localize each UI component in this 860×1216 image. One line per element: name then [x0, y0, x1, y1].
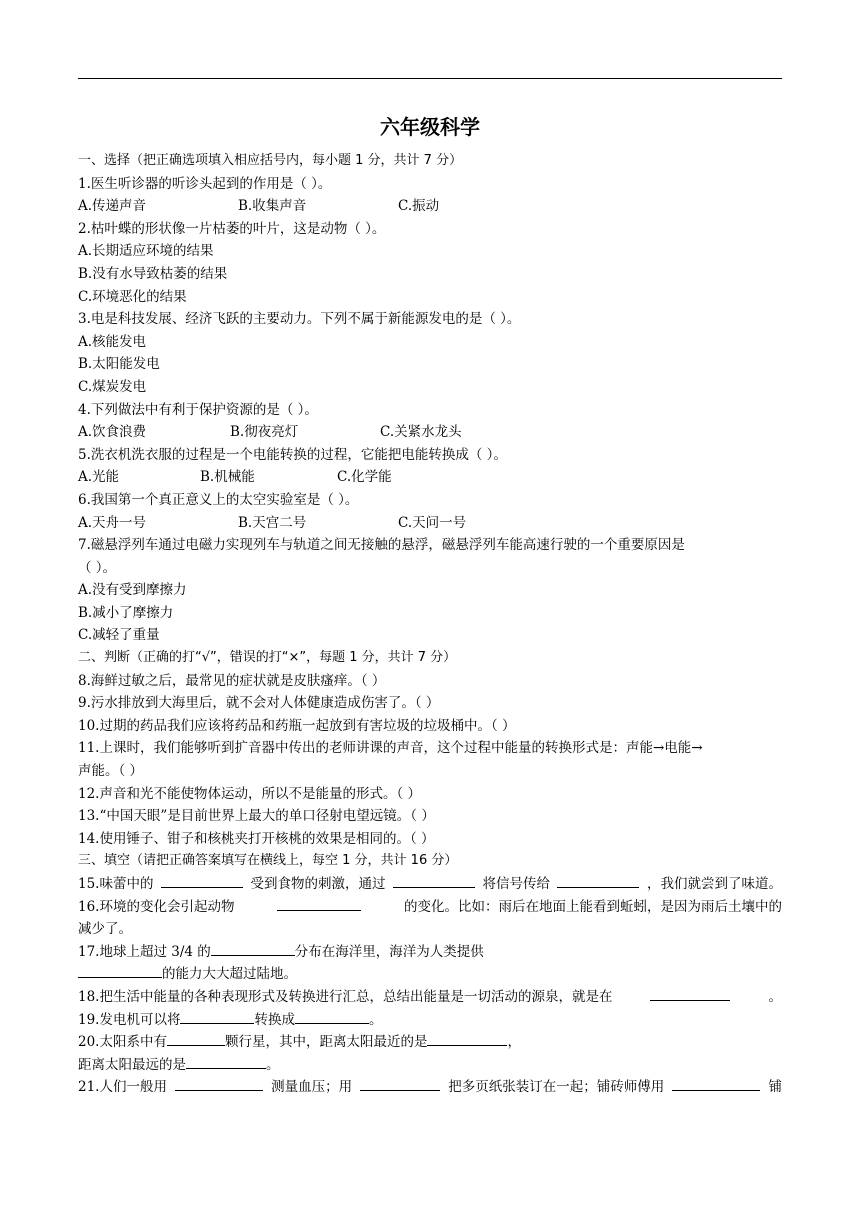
section-heading-choice: 一、选择（把正确选项填入相应括号内，每小题 1 分，共计 7 分）	[78, 153, 463, 168]
judge-item: 12.声音和光不能使物体运动，所以不是能量的形式。（ ）	[78, 785, 422, 802]
exam-page	[78, 112, 782, 1099]
header-rule	[78, 78, 782, 79]
fill-question-17-continued	[78, 963, 782, 986]
answer-blank[interactable]	[393, 873, 475, 888]
fill-text: 转换成	[254, 1011, 295, 1028]
fill-text: 距离太阳最远的是	[78, 1056, 186, 1073]
fill-question-21	[78, 1076, 782, 1099]
question-stem-continued: （ ）。	[78, 559, 117, 576]
option-c: C.关紧水龙头	[380, 424, 462, 441]
fill-text: 21.人们一般用	[78, 1079, 167, 1096]
option-b: B.彻夜亮灯	[230, 424, 299, 441]
option-c: C.振动	[398, 198, 440, 215]
fill-text: 20.太阳系中有	[78, 1034, 167, 1051]
question-stem: 4.下列做法中有利于保护资源的是（ ）。	[78, 401, 318, 418]
question-options	[78, 512, 782, 535]
answer-blank[interactable]	[360, 1076, 440, 1091]
section-heading-judge: 二、判断（正确的打“√”，错误的打“×”，每题 1 分，共计 7 分）	[78, 650, 457, 666]
question-stem: 2.枯叶蝶的形状像一片枯萎的叶片，这是动物（ ）。	[78, 220, 386, 237]
answer-blank[interactable]	[557, 873, 639, 888]
answer-blank[interactable]	[175, 1076, 263, 1091]
option-c: C.煤炭发电	[78, 378, 147, 395]
page-title: 六年级科学	[380, 115, 480, 139]
answer-blank[interactable]	[650, 986, 730, 1001]
answer-blank[interactable]	[277, 896, 361, 911]
question-stem: 7.磁悬浮列车通过电磁力实现列车与轨道之间无接触的悬浮，磁悬浮列车能高速行驶的一个重要原因是	[78, 537, 685, 554]
section-heading-fill: 三、填空（请把正确答案填写在横线上，每空 1 分，共计 16 分）	[78, 853, 458, 869]
option-c: C.减轻了重量	[78, 627, 160, 644]
fill-text: 受到食物的刺激，通过	[250, 876, 386, 892]
fill-text: ，	[507, 1034, 521, 1051]
answer-blank[interactable]	[167, 1031, 225, 1046]
judge-item: 13.“中国天眼”是目前世界上最大的单口径射电望远镜。（ ）	[78, 808, 435, 825]
answer-blank[interactable]	[672, 1076, 760, 1091]
fill-text: 15.味蕾中的	[78, 876, 154, 892]
fill-text: 的变化。比如：雨后在地面上能看到蚯蚓，是因为雨后土壤中的	[403, 898, 782, 915]
fill-text: 。	[768, 988, 782, 1005]
option-a: A.光能	[78, 469, 120, 486]
question-options	[78, 421, 782, 444]
fill-text: 将信号传给	[482, 876, 550, 892]
option-a: A.传递声音	[78, 198, 147, 215]
option-b: B.机械能	[200, 469, 255, 486]
option-a: A.没有受到摩擦力	[78, 582, 187, 599]
judge-item: 8.海鲜过敏之后，最常见的症状就是皮肤瘙痒。（ ）	[78, 672, 386, 689]
fill-text: 颗行星，其中，距离太阳最近的是	[224, 1034, 428, 1051]
fill-text: 17.地球上超过 3/4 的	[78, 943, 211, 960]
fill-text: 。	[368, 1011, 383, 1028]
fill-question-20	[78, 1031, 782, 1054]
fill-text: 的能力大大超过陆地。	[162, 966, 297, 983]
option-c: C.化学能	[337, 469, 392, 486]
option-a: A.长期适应环境的结果	[78, 243, 214, 260]
judge-item-continued: 声能。（ ）	[78, 763, 144, 780]
answer-blank[interactable]	[295, 1009, 369, 1024]
option-c: C.环境恶化的结果	[78, 288, 187, 305]
option-a: A.核能发电	[78, 333, 147, 350]
option-b: B.减小了摩擦力	[78, 604, 174, 621]
answer-blank[interactable]	[180, 1009, 254, 1024]
fill-text: ，我们就尝到了味道。	[646, 876, 782, 892]
fill-question-20-continued	[78, 1054, 782, 1077]
answer-blank[interactable]	[78, 963, 162, 978]
fill-question-17	[78, 941, 782, 964]
option-a: A.天舟一号	[78, 514, 147, 531]
option-b: B.没有水导致枯萎的结果	[78, 265, 228, 282]
option-b: B.太阳能发电	[78, 356, 160, 373]
fill-text: 18.把生活中能量的各种表现形式及转换进行汇总，总结出能量是一切活动的源泉，就是在	[78, 988, 613, 1005]
question-stem: 6.我国第一个真正意义上的太空实验室是（ ）。	[78, 491, 359, 508]
fill-question-16-continued: 减少了。	[78, 921, 132, 938]
answer-blank[interactable]	[186, 1054, 266, 1069]
question-stem: 3.电是科技发展、经济飞跃的主要动力。下列不属于新能源发电的是（ ）。	[78, 311, 521, 328]
fill-text: 19.发电机可以将	[78, 1011, 181, 1028]
option-a: A.饮食浪费	[78, 424, 147, 441]
fill-question-15	[78, 873, 782, 896]
option-b: B.收集声音	[238, 198, 307, 215]
question-options	[78, 195, 782, 218]
answer-blank[interactable]	[211, 941, 295, 956]
option-b: B.天宫二号	[238, 514, 307, 531]
question-options	[78, 466, 782, 489]
fill-question-18	[78, 986, 782, 1009]
question-stem: 5.洗衣机洗衣服的过程是一个电能转换的过程，它能把电能转换成（ ）。	[78, 446, 507, 463]
fill-text: 铺	[768, 1079, 782, 1096]
judge-item: 14.使用锤子、钳子和核桃夹打开核桃的效果是相同的。（ ）	[78, 830, 435, 847]
question-stem: 1.医生听诊器的听诊头起到的作用是（ ）。	[78, 175, 332, 192]
answer-blank[interactable]	[427, 1031, 507, 1046]
judge-item: 9.污水排放到大海里后，就不会对人体健康造成伤害了。（ ）	[78, 695, 440, 712]
fill-question-16	[78, 896, 782, 919]
fill-text: 把多页纸张装订在一起；铺砖师傅用	[448, 1079, 665, 1096]
fill-text: 分布在海洋里，海洋为人类提供	[294, 943, 484, 960]
judge-item: 11.上课时，我们能够听到扩音器中传出的老师讲课的声音，这个过程中能量的转换形式是：声能→电能→	[78, 740, 703, 757]
option-c: C.天问一号	[398, 514, 467, 531]
judge-item: 10.过期的药品我们应该将药品和药瓶一起放到有害垃圾的垃圾桶中。（ ）	[78, 717, 516, 734]
fill-question-19	[78, 1009, 782, 1032]
fill-text: 测量血压；用	[271, 1079, 353, 1096]
fill-text: 16.环境的变化会引起动物	[78, 898, 235, 915]
answer-blank[interactable]	[161, 873, 243, 888]
fill-text: 。	[266, 1056, 280, 1073]
